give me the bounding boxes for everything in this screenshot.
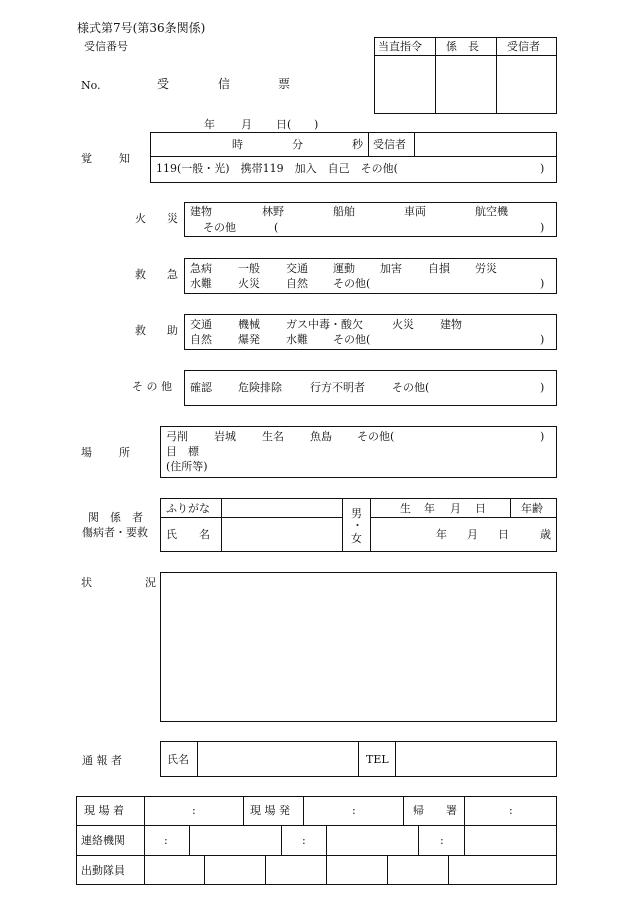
approval-col-divider-2: [496, 37, 497, 114]
basho-uoshima: 魚島: [310, 430, 332, 443]
row3-col-4: [387, 855, 388, 885]
bottom-label-col: [144, 796, 145, 885]
kakuchi-minute: 分: [292, 138, 303, 151]
kyukyu-sports: 運動: [333, 262, 355, 275]
kyukyu-work-accident: 労災: [475, 262, 497, 275]
basho-ikina: 生名: [262, 430, 284, 443]
bottom-departure-colon: :: [352, 804, 356, 817]
reporter-name-label: 氏名: [167, 753, 189, 766]
sonota-confirm: 確認: [190, 381, 212, 394]
kyujo-water: 水難: [286, 333, 308, 346]
kyujo-fire: 火災: [392, 318, 414, 331]
stamp-cell-chief[interactable]: [438, 58, 494, 112]
kakuchi-receiver-input[interactable]: [417, 134, 555, 154]
bottom-arrival-label: 現 場 着: [84, 804, 124, 817]
kasai-label-1: 火: [135, 212, 146, 225]
basho-address: (住所等): [166, 460, 208, 473]
approval-col-duty: 当直指令: [378, 40, 422, 53]
kasai-label-2: 災: [167, 212, 178, 225]
jokyo-label-1: 状: [81, 576, 92, 589]
sonota-hazard: 危険排除: [238, 381, 282, 394]
patient-label-col: [221, 498, 222, 552]
kyujo-nature: 自然: [190, 333, 212, 346]
basho-paren-close: ): [540, 430, 545, 443]
bottom-arrival-colon: :: [192, 804, 196, 817]
row2-col-3: [326, 825, 327, 855]
patient-label-line2: 傷病者・要救: [82, 526, 148, 539]
patient-sex-col-right: [370, 498, 371, 552]
patient-birth-3: 月: [450, 502, 461, 515]
kakuchi-col-2: [414, 132, 415, 156]
patient-sex-col-left: [342, 498, 343, 552]
jokyo-box[interactable]: [160, 572, 557, 722]
patient-year: 年: [436, 528, 447, 541]
bottom-liaison-colon-3: :: [440, 834, 444, 847]
reporter-label: 通 報 者: [82, 754, 122, 767]
kasai-paren-open: (: [274, 221, 279, 234]
kasai-building: 建物: [190, 205, 212, 218]
row3-col-5: [448, 855, 449, 885]
stamp-cell-receiver[interactable]: [499, 58, 555, 112]
title-char-3: 票: [278, 77, 291, 91]
patient-birth-divider: [370, 517, 557, 518]
kyujo-paren-close: ): [540, 333, 545, 346]
sonota-missing: 行方不明者: [310, 381, 365, 394]
kasai-vehicle: 車両: [404, 205, 426, 218]
title-char-1: 受: [157, 77, 170, 91]
kyujo-machine: 機械: [238, 318, 260, 331]
bottom-liaison-label: 連絡機関: [81, 834, 125, 847]
basho-other: その他(: [357, 430, 395, 443]
kakuchi-receiver-label: 受信者: [373, 138, 406, 151]
reception-number-label: 受信番号: [84, 40, 128, 53]
kyujo-gas: ガス中毒・酸欠: [286, 318, 363, 331]
bottom-row-divider-1: [76, 825, 557, 826]
kyukyu-paren-close: ): [540, 277, 545, 290]
patient-furigana-divider: [160, 517, 342, 518]
patient-age-unit: 歳: [540, 528, 551, 541]
reporter-name-input[interactable]: [200, 743, 356, 775]
reporter-tel-input[interactable]: [398, 743, 555, 775]
date-day: 日(: [276, 118, 292, 131]
row1-col-3: [403, 796, 404, 825]
row2-col-5: [464, 825, 465, 855]
patient-sex-dot: ・: [352, 519, 363, 532]
kakuchi-label-1: 覚: [81, 152, 92, 165]
bottom-row-divider-2: [76, 855, 557, 856]
patient-sex-male: 男: [351, 507, 362, 520]
kakuchi-second: 秒: [352, 138, 363, 151]
approval-col-divider-1: [435, 37, 436, 114]
reporter-col-1: [197, 741, 198, 777]
kasai-paren-close: ): [540, 221, 545, 234]
kyukyu-fire: 火災: [238, 277, 260, 290]
form-number: 様式第7号(第36条関係): [77, 21, 206, 35]
kyukyu-general: 一般: [238, 262, 260, 275]
kakuchi-divider: [150, 156, 557, 157]
sonota-other: その他(: [392, 381, 430, 394]
basho-iwagi: 岩城: [214, 430, 236, 443]
bottom-return-label: 帰 署: [413, 804, 457, 817]
row1-col-1: [243, 796, 244, 825]
kasai-aircraft: 航空機: [475, 205, 508, 218]
reporter-tel-label: TEL: [366, 753, 389, 766]
row2-col-4: [418, 825, 419, 855]
patient-furigana-input[interactable]: [224, 500, 340, 515]
kakuchi-label-2: 知: [119, 152, 130, 165]
approval-divider: [374, 55, 557, 56]
patient-month: 月: [467, 528, 478, 541]
jokyo-label-2: 況: [145, 576, 156, 589]
patient-label-line1: 関 係 者: [88, 511, 143, 524]
kasai-forest: 林野: [262, 205, 284, 218]
row2-col-2: [281, 825, 282, 855]
row1-col-4: [464, 796, 465, 825]
sonota-paren-close: ): [540, 381, 545, 394]
kyukyu-label-1: 救: [135, 268, 146, 281]
kasai-other: その他: [203, 221, 236, 234]
kyujo-other: その他(: [333, 333, 371, 346]
kyukyu-nature: 自然: [286, 277, 308, 290]
no-label: No.: [81, 79, 101, 92]
row1-col-2: [303, 796, 304, 825]
kyujo-explosion: 爆発: [238, 333, 260, 346]
patient-age-label: 年齢: [521, 502, 543, 515]
stamp-cell-duty[interactable]: [377, 58, 433, 112]
bottom-liaison-colon-2: :: [302, 834, 306, 847]
title-char-2: 信: [218, 77, 231, 91]
sonota-label: そ の 他: [132, 380, 172, 393]
date-month: 月: [241, 118, 252, 131]
patient-day: 日: [498, 528, 509, 541]
patient-furigana: ふりがな: [166, 502, 210, 515]
bottom-dispatch-label: 出動隊員: [81, 864, 125, 877]
approval-col-chief: 係 長: [446, 40, 479, 53]
kyukyu-sudden-illness: 急病: [190, 262, 212, 275]
kakuchi-methods-close: ): [540, 162, 545, 175]
kyukyu-assault: 加害: [380, 262, 402, 275]
patient-birth-4: 日: [475, 502, 486, 515]
date-close: ): [314, 118, 319, 131]
patient-age-col: [510, 498, 511, 517]
date-year: 年: [204, 118, 215, 131]
patient-name-input[interactable]: [224, 520, 340, 550]
patient-birth-1: 生: [400, 502, 411, 515]
row3-col-1: [204, 855, 205, 885]
bottom-liaison-colon-1: :: [164, 834, 168, 847]
basho-landmark: 目 標: [166, 445, 199, 458]
kasai-ship: 船舶: [333, 205, 355, 218]
patient-sex-female: 女: [351, 532, 362, 545]
kyukyu-water: 水難: [190, 277, 212, 290]
basho-label-2: 所: [119, 446, 130, 459]
kyukyu-label-2: 急: [167, 268, 178, 281]
reporter-col-2: [358, 741, 359, 777]
bottom-departure-label: 現 場 発: [250, 804, 290, 817]
kyukyu-traffic: 交通: [286, 262, 308, 275]
patient-birth-2: 年: [424, 502, 435, 515]
kyukyu-other: その他(: [333, 277, 371, 290]
row3-col-2: [265, 855, 266, 885]
kyujo-traffic: 交通: [190, 318, 212, 331]
bottom-table: [76, 796, 557, 885]
kyukyu-self-harm: 自損: [428, 262, 450, 275]
kyujo-label-2: 助: [167, 324, 178, 337]
kyujo-label-1: 救: [135, 324, 146, 337]
kakuchi-col-1: [368, 132, 369, 156]
basho-label-1: 場: [81, 446, 92, 459]
kyujo-building: 建物: [440, 318, 462, 331]
row2-col-1: [189, 825, 190, 855]
bottom-return-colon: :: [509, 804, 513, 817]
approval-col-receiver: 受信者: [507, 40, 540, 53]
kakuchi-methods: 119(一般・光) 携帯119 加入 自己 その他(: [156, 162, 398, 175]
reporter-col-3: [395, 741, 396, 777]
basho-yuge: 弓削: [166, 430, 188, 443]
patient-name: 氏 名: [166, 528, 210, 541]
row3-col-3: [326, 855, 327, 885]
kakuchi-hour: 時: [232, 138, 243, 151]
